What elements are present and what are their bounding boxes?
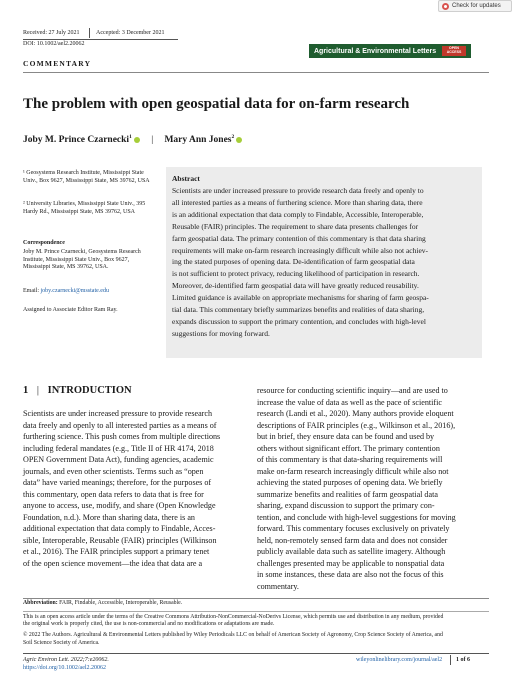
header-divider (89, 28, 90, 38)
abstract-line: is not sufficient to protect privacy, reducing likelihood of participation in research. (172, 269, 420, 279)
abstract-box (166, 167, 482, 358)
orcid-icon[interactable] (236, 137, 242, 143)
correspondence-text: Joby M. Prince Czarnecki, Geosystems Research Institute, Mississippi State Univ., Box 9627, Mississippi State, MS 39762, USA. (23, 249, 141, 271)
body-line: increase the value of data as well as the pace of scientific (257, 397, 442, 407)
body-line: et al., 2016). The FAIR principles support a primary tenet (23, 547, 210, 556)
body-line: this commentary, open data refers to data that is free for (23, 489, 204, 499)
section-label: COMMENTARY (23, 59, 92, 68)
received-date: Received: 27 July 2021 (23, 30, 80, 36)
abstract-line: is an additional expectation that data comply to Findable, Accessible, Interoperable, (172, 209, 424, 219)
footer-divider (450, 655, 451, 665)
top-rule (23, 72, 489, 73)
abstract-line: suggestions for moving forward. (172, 328, 270, 338)
journal-name: Agricultural & Environmental Letters (314, 47, 437, 55)
body-line: summarize benefits and realities of farm geospatial data (257, 489, 438, 499)
body-line: sharing, expand discussion to support the primary con- (257, 501, 435, 510)
accepted-date: Accepted: 3 December 2021 (96, 30, 165, 36)
abstract-line: all interested parties as a means of furthering science. More than sharing data, there (172, 197, 423, 207)
body-line: journals, and even other scientists. Terms such as “open (23, 466, 204, 476)
orcid-icon[interactable] (134, 137, 140, 143)
body-line: resource for conducting scientific inquiry—and are used to (257, 386, 448, 395)
body-line: additional expectation that data comply to Findable, Acces- (23, 524, 216, 533)
footer-rule-mid (23, 611, 489, 612)
body-line: data freely and openly to all interested parties as a means of (23, 420, 217, 430)
update-icon (442, 3, 449, 10)
section-number: 1 (23, 385, 29, 396)
doi-link[interactable]: https://doi.org/10.1002/ael2.20062 (23, 665, 107, 671)
page-number: 1 of 6 (456, 657, 470, 663)
section-separator: | (36, 385, 39, 396)
copyright-line-2: Soil Science Society of America. (23, 640, 100, 646)
check-for-updates-button[interactable] (438, 0, 512, 12)
footer-rule-bottom (23, 653, 489, 654)
abbreviation-label: Abbreviation: (23, 600, 58, 606)
abstract-line: Moreover, de-identified farm geospatial data will have greatly reduced reusability. (172, 281, 419, 291)
abstract-line: tial data. This commentary briefly summarizes benefits and realities of data sharing, (172, 305, 425, 315)
body-line: including federal mandates (e.g., Title II of HR 4174, 2018 (23, 443, 214, 453)
body-line: Scientists are under increased pressure to provide research (23, 409, 213, 418)
email-link[interactable]: joby.czarnecki@msstate.edu (40, 288, 109, 294)
body-line: challenges presented may be applicable to nonspatial data (257, 558, 445, 568)
body-line: descriptions of FAIR principles (e.g., Wilkinson et al., 2016), (257, 420, 456, 430)
body-line: furthering science. This push comes from multiple directions (23, 432, 221, 441)
license-line-2: the original work is properly cited, the use is non-commercial and no modifications or adaptations are made. (23, 621, 275, 627)
intro-left-column (23, 408, 248, 569)
email-label: Email: (23, 288, 41, 294)
abstract-line: Scientists are under increased pressure to provide research data freely and openly to (172, 186, 424, 195)
doi-label: DOI: 10.1002/ael2.20062 (23, 41, 85, 47)
intro-right-column (257, 385, 482, 592)
body-line: achieving the stated purposes of opening data. We briefly (257, 478, 443, 487)
email-line (23, 288, 158, 296)
affiliation-1: ¹ Geosystems Research Institute, Mississippi State Univ., Box 9627, Mississippi State, MS 39762, USA (23, 170, 150, 184)
footer-rule-top (23, 598, 489, 599)
abstract-line: ing the stated purposes of opening data. De-identification of farm geospatial data (172, 257, 415, 267)
body-line: Foundation, n.d.). More than sharing data, there is an (23, 512, 195, 522)
body-line: but in brief, they ensure data can be found and used by (257, 432, 435, 441)
abstract-body (172, 185, 476, 340)
license-line-1: This is an open access article under the terms of the Creative Commons Attribution-NonCommercial-NoDerivs License, which permits use and distribution in any medium, provided (23, 614, 444, 620)
check-for-updates-label: Check for updates (452, 3, 501, 9)
body-line: commentary. (257, 581, 299, 591)
body-line: held, non-remotely sensed farm data and does not consider (257, 535, 448, 545)
author-2-affiliation-mark: 2 (231, 134, 235, 140)
body-line: research (Landi et al., 2020). Many authors provide eloquent (257, 409, 454, 418)
abstract-line: Reusable (FAIR) principles. The requirement to share data presents challenges for (172, 221, 419, 231)
editor-note: Assigned to Associate Editor Ram Ray. (23, 307, 118, 313)
body-line: OPEN Government Data Act), funding agencies, academic (23, 455, 214, 464)
correspondence-heading: Correspondence (23, 240, 65, 246)
abstract-line: expands discussion to support the primary contention, and concludes with high-level (172, 316, 426, 326)
section-title: INTRODUCTION (47, 385, 132, 396)
abstract-heading: Abstract (172, 174, 200, 183)
author-line (23, 134, 242, 145)
body-line: anyone to access, use, modify, and share (Open Knowledge (23, 501, 216, 510)
article-title: The problem with open geospatial data for on-farm research (23, 96, 410, 112)
introduction-heading (23, 385, 132, 396)
abstract-line: farm geospatial data. The primary contention of this commentary is that data sharing (172, 233, 426, 243)
abbreviation-text: FAIR, Findable, Accessible, Interoperable, Reusable. (57, 600, 183, 606)
author-1[interactable]: Joby M. Prince Czarnecki (23, 135, 130, 146)
body-line: publicly available data such as satellite imagery. Although (257, 547, 446, 556)
copyright-line-1: © 2022 The Authors. Agricultural & Environmental Letters published by Wiley Periodicals LLC on behalf of American Society of Agronomy, Crop Science Society of America, and (23, 632, 443, 638)
body-line: tention, and conclude with high-level suggestions for moving (257, 512, 456, 522)
body-line: in some instances, these data are also not the focus of this (257, 570, 444, 579)
author-1-affiliation-mark: 1 (129, 134, 132, 140)
open-access-icon (442, 46, 466, 56)
body-line: sible, Interoperable, Reusable (FAIR) principles (Wilkinson (23, 535, 217, 545)
body-line: forward. This commentary focuses exclusively on privately (257, 524, 450, 533)
body-line: data” have varied meanings; therefore, for the purposes of (23, 478, 212, 487)
body-line: make on-farm research increasingly difficult while also not (257, 466, 449, 476)
abstract-line: Limited guidance is available on appropriate mechanisms for sharing of farm geospa- (172, 293, 429, 303)
citation: Agric Environ Lett. 2022;7:e20062. (23, 657, 109, 663)
affiliation-2: ² University Libraries, Mississippi State Univ., 395 Hardy Rd., Mississippi State, MS 39762, USA (23, 201, 146, 215)
journal-site-link[interactable]: wileyonlinelibrary.com/journal/ael2 (356, 657, 443, 663)
author-2[interactable]: Mary Ann Jones (164, 135, 232, 146)
author-separator: | (151, 135, 154, 146)
body-line: of this commentary is that data-sharing requirements will (257, 455, 443, 464)
body-line: others without significant effort. The primary contention (257, 443, 440, 453)
abstract-line: requirements will make on-farm research increasingly difficult while also not achiev- (172, 245, 429, 255)
open-access-label: OPEN ACCESS (446, 46, 462, 54)
abbreviation-note (23, 600, 182, 608)
body-line: of the open science movement—the idea that data are a (23, 558, 203, 568)
